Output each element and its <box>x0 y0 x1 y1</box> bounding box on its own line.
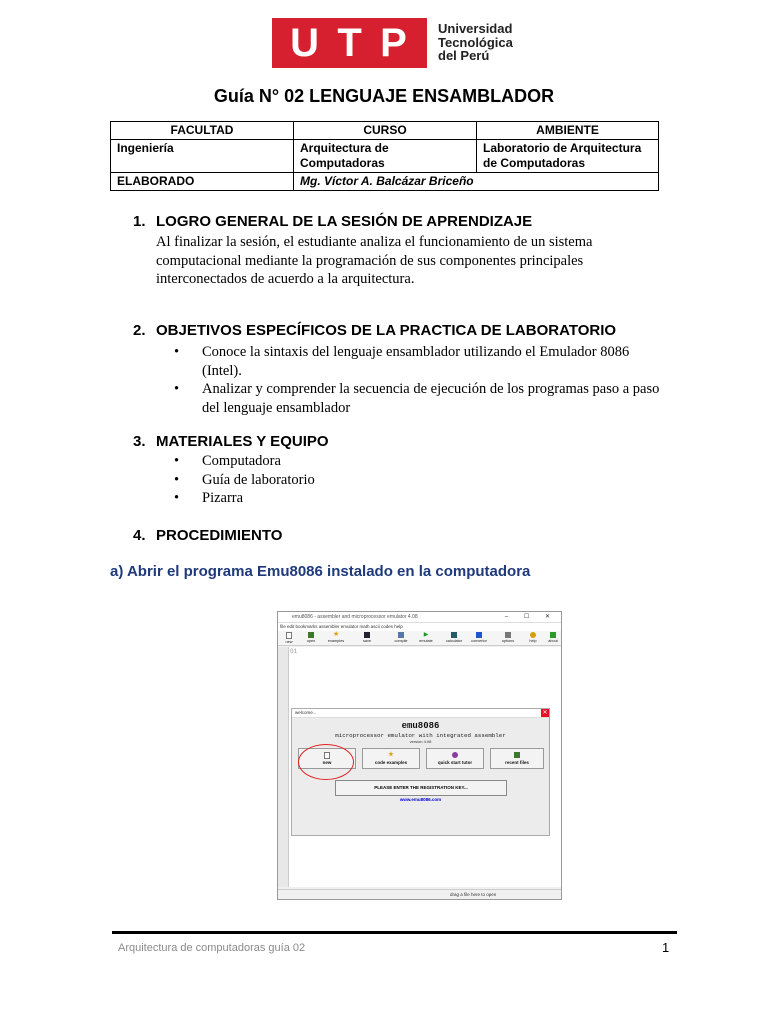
footer-text: Arquitectura de computadoras guía 02 <box>118 942 306 954</box>
welcome-app-name: emu8086 <box>401 721 440 731</box>
tutor-icon <box>452 752 458 758</box>
help-icon <box>530 632 536 638</box>
section-3-number: 3. <box>133 433 146 450</box>
emu-titlebar <box>278 612 561 623</box>
welcome-titlebar <box>292 709 549 718</box>
tool-help: help <box>522 632 544 643</box>
footer-divider <box>112 931 677 934</box>
compile-icon <box>398 632 404 638</box>
table-header-row <box>111 122 659 140</box>
emu8086-url: www.emu8086.com <box>399 797 442 802</box>
list-item: • Analizar y comprender la secuencia de ejecución de los programas paso a paso del lenguaje ensamblador <box>154 380 664 417</box>
convertor-icon <box>476 632 482 638</box>
welcome-quick-start-button: quick start tutor <box>426 748 484 769</box>
cell-ambiente: Laboratorio de Arquitectura de Computadoras <box>477 140 659 173</box>
cell-author: Mg. Víctor A. Balcázar Briceño <box>294 173 659 191</box>
tool-options: options <box>497 632 519 643</box>
list-item: • Computadora <box>154 452 554 471</box>
star-icon: ★ <box>388 752 394 758</box>
section-1-body: Al finalizar la sesión, el estudiante analiza el funcionamiento de un sistema computacional mediante la programación de sus componentes principales interconectados de acuerdo a la arquitectura. <box>156 234 593 287</box>
welcome-title: welcome... <box>295 710 317 715</box>
section-3-list <box>154 452 554 508</box>
emu-menubar: file edit bookmarks assembler emulator math ascii codes help <box>278 623 561 631</box>
logo-letter-u: U <box>290 21 322 65</box>
cell-facultad: Ingeniería <box>111 140 294 173</box>
play-icon: ▶ <box>423 632 429 638</box>
page-number: 1 <box>662 940 670 955</box>
header-facultad: FACULTAD <box>111 122 294 140</box>
calculator-icon <box>451 632 457 638</box>
options-icon <box>505 632 511 638</box>
folder-icon <box>308 632 314 638</box>
emu8086-screenshot <box>277 611 562 900</box>
tool-about: about <box>542 632 562 643</box>
tool-compile: compile <box>390 632 412 643</box>
list-item: • Guía de laboratorio <box>154 471 554 490</box>
status-text: drag a file here to open <box>450 892 497 897</box>
section-1-number: 1. <box>133 213 146 230</box>
welcome-code-examples-button: ★ code examples <box>362 748 420 769</box>
logo-letter-p: P <box>380 21 409 65</box>
utp-logo <box>272 18 517 68</box>
list-item: • Pizarra <box>154 489 554 508</box>
section-2-title: OBJETIVOS ESPECÍFICOS DE LA PRACTICA DE LABORATORIO <box>156 322 617 339</box>
tool-open: open <box>300 632 322 643</box>
tool-new: new <box>278 632 300 644</box>
registration-key-button: PLEASE ENTER THE REGISTRATION KEY... <box>335 780 507 796</box>
cell-curso: Arquitectura de Computadoras <box>294 140 477 173</box>
red-highlight-circle <box>298 744 354 780</box>
logo-red-block <box>272 18 427 68</box>
section-1-title: LOGRO GENERAL DE LA SESIÓN DE APRENDIZAJE <box>156 213 533 230</box>
section-2-number: 2. <box>133 322 146 339</box>
section-3-title: MATERIALES Y EQUIPO <box>156 433 329 450</box>
folder-icon <box>514 752 520 758</box>
line-number: 01 <box>290 648 298 655</box>
course-info-table <box>110 121 659 191</box>
welcome-version: version 4.08 <box>409 739 432 744</box>
welcome-subtitle: microprocessor emulator with integrated assembler <box>335 732 506 739</box>
logo-line-2: Tecnológica <box>438 34 513 50</box>
logo-line-3: del Perú <box>438 48 490 63</box>
logo-line-1: Universidad <box>438 21 513 36</box>
about-icon <box>550 632 556 638</box>
table-row <box>111 140 659 173</box>
star-icon: ★ <box>333 631 340 638</box>
document-title: Guía N° 02 LENGUAJE ENSAMBLADOR <box>213 86 555 106</box>
logo-university-name <box>438 22 513 63</box>
floppy-icon <box>364 632 370 638</box>
tool-examples: ★ examples <box>327 631 345 643</box>
new-file-icon <box>286 632 292 639</box>
emu-window-title: emu8086 - assembler and microprocessor emulator 4.08 <box>292 614 418 620</box>
tool-convertor: convertor <box>468 632 490 643</box>
step-a-heading: a) Abrir el programa Emu8086 instalado en la computadora <box>110 563 531 580</box>
welcome-recent-files-button: recent files <box>490 748 544 769</box>
welcome-new-button: new <box>298 748 356 769</box>
table-row <box>111 173 659 191</box>
tool-calculator: calculator <box>443 632 465 643</box>
editor-gutter <box>278 647 288 887</box>
tool-save: save <box>356 632 378 643</box>
section-2-list <box>154 343 664 417</box>
section-4-title: PROCEDIMIENTO <box>156 527 283 544</box>
list-item: • Conoce la sintaxis del lenguaje ensamblador utilizando el Emulador 8086 (Intel). <box>154 343 664 380</box>
emu-statusbar <box>278 889 561 899</box>
window-controls: – ☐ ✕ <box>504 614 557 620</box>
section-4-number: 4. <box>133 527 146 544</box>
header-ambiente: AMBIENTE <box>477 122 659 140</box>
close-icon: ✕ <box>542 710 548 716</box>
cell-elaborado-label: ELABORADO <box>111 173 294 191</box>
tool-emulate: ▶ emulate <box>419 632 433 643</box>
emu-toolbar <box>278 631 561 646</box>
header-curso: CURSO <box>294 122 477 140</box>
logo-letter-t: T <box>337 21 364 65</box>
